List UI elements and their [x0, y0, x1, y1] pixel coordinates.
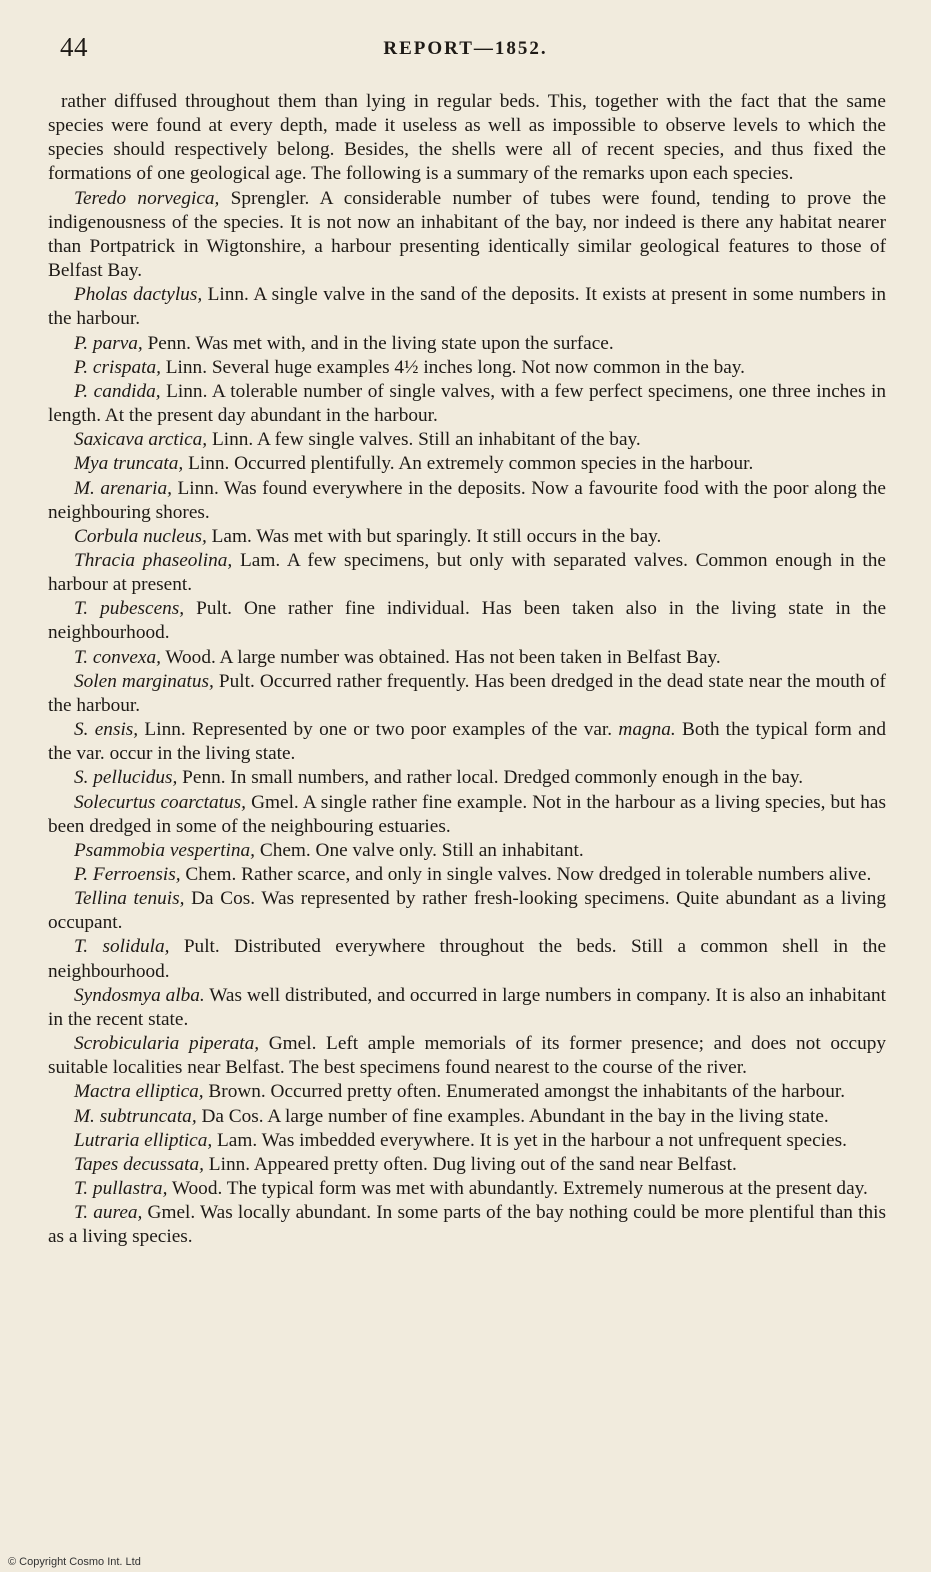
species-description: Penn. Was met with, and in the living state upon the surface.: [142, 332, 614, 354]
species-entry: [48, 984, 886, 1032]
species-name: Mactra elliptica,: [74, 1081, 204, 1103]
species-name: T. aurea,: [74, 1202, 143, 1224]
species-name: T. pullastra,: [74, 1178, 168, 1200]
species-description: Linn. A few single valves. Still an inhabitant of the bay.: [207, 429, 641, 451]
species-entry: [48, 1153, 886, 1177]
species-entry: [48, 380, 886, 428]
species-description-continued: Both the typical form and the var. occur in the living state.: [48, 719, 886, 765]
species-description: Was well distributed, and occurred in large numbers in company. It is also an inhabitant in the recent state.: [48, 984, 886, 1030]
species-name: M. subtruncata,: [74, 1105, 197, 1127]
species-entry: [48, 718, 886, 766]
species-entry: [48, 283, 886, 331]
species-name: Pholas dactylus,: [74, 284, 203, 306]
species-name: Tapes decussata,: [74, 1153, 204, 1175]
species-entry: [48, 477, 886, 525]
species-name: Mya truncata,: [74, 453, 184, 475]
species-name: P. Ferroensis,: [74, 864, 181, 885]
species-name: Corbula nucleus,: [74, 525, 207, 547]
species-entry: [48, 766, 886, 790]
species-entry: [48, 1201, 886, 1249]
species-name: T. pubescens,: [74, 598, 185, 620]
species-entry: [48, 428, 886, 452]
species-description: Pult. One rather fine individual. Has been taken also in the living state in the neighbourhood.: [48, 598, 886, 644]
species-entry: [48, 452, 886, 476]
species-name: T. solidula,: [74, 936, 170, 958]
species-name: Saxicava arctica,: [74, 429, 208, 451]
species-entry: [48, 1105, 886, 1129]
species-entry: [48, 791, 886, 839]
species-name: P. parva,: [74, 332, 143, 354]
species-name: P. crispata,: [74, 356, 161, 378]
species-entry: [48, 887, 886, 935]
species-name: Syndosmya alba.: [74, 984, 205, 1006]
species-description: Lam. Was imbedded everywhere. It is yet in the harbour a not unfrequent species.: [212, 1129, 847, 1151]
species-description: Linn. Was found everywhere in the deposits. Now a favourite food with the poor along the neighbouring shores.: [48, 477, 886, 523]
species-description: Sprengler. A considerable number of tubes were found, tending to prove the indigenousness of the species. It is not now an inhabitant of the bay, nor indeed is there any habitat nearer than Portpatrick in Wigtonshire, a harbour presenting identically similar geological features to those of Belfast Bay.: [48, 187, 887, 282]
species-description: Lam. A few specimens, but only with separated valves. Common enough in the harbour at present.: [48, 549, 886, 596]
species-entry: [48, 646, 886, 670]
species-description: Wood. The typical form was met with abundantly. Extremely numerous at the present day.: [167, 1178, 868, 1200]
page-header: [46, 32, 885, 72]
species-description: Pult. Distributed everywhere throughout the beds. Still a common shell in the neighbourhood.: [48, 936, 886, 982]
species-description: Da Cos. A large number of fine examples. Abundant in the bay in the living state.: [196, 1105, 829, 1127]
species-entry: [48, 1080, 886, 1104]
species-description: Penn. In small numbers, and rather local. Dredged commonly enough in the bay.: [177, 767, 804, 789]
species-entry: [48, 332, 886, 356]
intro-paragraph: rather diffused throughout them than lying in regular beds. This, together with the fact that the same species were found at every depth, made it useless as well as impossible to observe levels to which the species should respectively belong. Besides, the shells were all of recent species, and thus fixed the formations of one geological age. The following is a summary of the remarks upon each species.: [48, 91, 886, 185]
species-entry: [48, 1129, 886, 1153]
species-entry: [48, 597, 886, 645]
page-number: 44: [60, 32, 88, 62]
species-description: Brown. Occurred pretty often. Enumerated amongst the inhabitants of the harbour.: [203, 1081, 846, 1103]
species-entry: [48, 670, 886, 718]
species-entry: [48, 839, 886, 863]
species-entry: [48, 356, 886, 380]
copyright-watermark: © Copyright Cosmo Int. Ltd: [8, 1556, 141, 1568]
species-name: Tellina tenuis,: [74, 888, 185, 910]
species-description: Da Cos. Was represented by rather fresh-looking specimens. Quite abundant as a living occupant.: [48, 888, 887, 934]
species-entry: [48, 1032, 886, 1080]
species-description: Linn. Appeared pretty often. Dug living out of the sand near Belfast.: [203, 1153, 737, 1175]
species-name: Teredo norvegica,: [74, 187, 220, 209]
species-name: Psammobia vespertina,: [74, 839, 256, 861]
species-description: Linn. Represented by one or two poor examples of the var.: [138, 719, 619, 741]
species-description: Gmel. Was locally abundant. In some parts of the bay nothing could be more plentiful than this as a living species.: [48, 1202, 886, 1248]
species-name: S. pellucidus,: [74, 767, 178, 789]
species-entry: [48, 935, 886, 983]
species-description: Wood. A large number was obtained. Has not been taken in Belfast Bay.: [160, 646, 721, 668]
species-description: Linn. Occurred plentifully. An extremely common species in the harbour.: [183, 453, 754, 475]
species-description: Lam. Was met with but sparingly. It still occurs in the bay.: [206, 525, 662, 547]
species-description: Linn. A single valve in the sand of the deposits. It exists at present in some numbers in the harbour.: [48, 284, 886, 330]
species-name: Thracia phaseolina,: [74, 549, 233, 571]
species-description: Chem. Rather scarce, and only in single valves. Now dredged in tolerable numbers alive.: [180, 864, 872, 885]
body-text: [48, 90, 886, 1250]
species-description: Pult. Occurred rather frequently. Has been dredged in the dead state near the mouth of the harbour.: [48, 670, 886, 716]
species-entry: [48, 187, 886, 284]
species-entry: [48, 863, 886, 887]
species-name: Solen marginatus,: [74, 670, 214, 692]
species-description: Gmel. A single rather fine example. Not in the harbour as a living species, but has been dredged in some of the neighbouring estuaries.: [48, 791, 886, 837]
variety-name: magna.: [618, 719, 676, 741]
species-entry: [48, 549, 886, 597]
species-description: Linn. Several huge examples 4½ inches long. Not now common in the bay.: [160, 356, 745, 378]
species-name: Lutraria elliptica,: [74, 1129, 213, 1151]
species-entry: [48, 1177, 886, 1201]
species-entry: [48, 525, 886, 549]
species-name: M. arenaria,: [74, 477, 172, 499]
running-head: REPORT—1852.: [383, 38, 548, 59]
species-name: S. ensis,: [74, 719, 139, 741]
species-description: Gmel. Left ample memorials of its former presence; and does not occupy suitable localities near Belfast. The best specimens found nearest to the course of the river.: [48, 1033, 886, 1079]
species-description: Linn. A tolerable number of single valves, with a few perfect specimens, one three inches in length. At the present day abundant in the harbour.: [48, 380, 887, 427]
species-name: Solecurtus coarctatus,: [74, 791, 246, 813]
species-name: T. convexa,: [74, 646, 161, 668]
species-name: Scrobicularia piperata,: [74, 1033, 260, 1055]
species-name: P. candida,: [74, 380, 161, 402]
species-description: Chem. One valve only. Still an inhabitant.: [255, 839, 584, 861]
